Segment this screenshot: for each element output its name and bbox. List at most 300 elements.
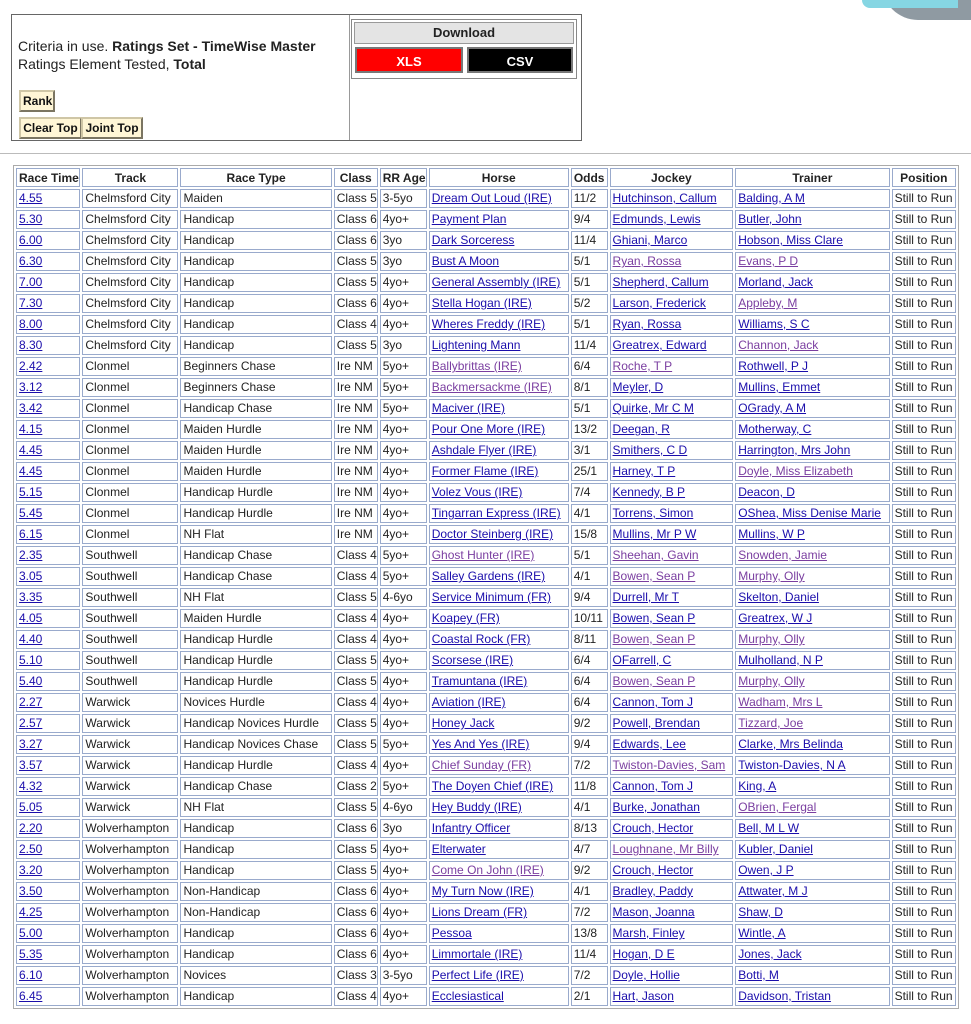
cell-horse[interactable] — [429, 651, 569, 670]
trainer-link[interactable]: Davidson, Tristan — [738, 989, 831, 1003]
cell-race-time[interactable] — [16, 861, 80, 880]
cell-trainer[interactable] — [735, 798, 889, 817]
trainer-link[interactable]: OGrady, A M — [738, 401, 807, 415]
cell-horse[interactable] — [429, 714, 569, 733]
cell-race-time[interactable] — [16, 231, 80, 250]
race-time-link[interactable]: 3.35 — [19, 590, 43, 604]
cell-race-time[interactable] — [16, 357, 80, 376]
cell-horse[interactable] — [429, 609, 569, 628]
cell-horse[interactable] — [429, 483, 569, 502]
cell-horse[interactable] — [429, 924, 569, 943]
jockey-link[interactable]: Durrell, Mr T — [612, 590, 679, 604]
cell-race-time[interactable] — [16, 735, 80, 754]
horse-link[interactable]: Backmersackme (IRE) — [431, 380, 552, 394]
cell-jockey[interactable] — [610, 336, 734, 355]
cell-horse[interactable] — [429, 357, 569, 376]
cell-race-time[interactable] — [16, 756, 80, 775]
jockey-link[interactable]: Smithers, C D — [612, 443, 688, 457]
cell-trainer[interactable] — [735, 651, 889, 670]
horse-link[interactable]: Honey Jack — [431, 716, 495, 730]
jockey-link[interactable]: Bradley, Paddy — [612, 884, 694, 898]
horse-link[interactable]: Payment Plan — [431, 212, 507, 226]
race-time-link[interactable]: 3.27 — [19, 737, 43, 751]
cell-horse[interactable] — [429, 735, 569, 754]
cell-race-time[interactable] — [16, 945, 80, 964]
jockey-link[interactable]: Meyler, D — [612, 380, 664, 394]
cell-trainer[interactable] — [735, 462, 889, 481]
race-time-link[interactable]: 4.45 — [19, 464, 43, 478]
horse-link[interactable]: Stella Hogan (IRE) — [431, 296, 532, 310]
cell-trainer[interactable] — [735, 756, 889, 775]
cell-jockey[interactable] — [610, 924, 734, 943]
race-time-link[interactable]: 4.25 — [19, 905, 43, 919]
horse-link[interactable]: Service Minimum (FR) — [431, 590, 552, 604]
trainer-link[interactable]: Motherway, C — [738, 422, 812, 436]
horse-link[interactable]: Infantry Officer — [431, 821, 511, 835]
cell-trainer[interactable] — [735, 987, 889, 1006]
jockey-link[interactable]: Doyle, Hollie — [612, 968, 680, 982]
cell-jockey[interactable] — [610, 966, 734, 985]
cell-horse[interactable] — [429, 840, 569, 859]
cell-horse[interactable] — [429, 399, 569, 418]
cell-horse[interactable] — [429, 441, 569, 460]
cell-trainer[interactable] — [735, 231, 889, 250]
cell-race-time[interactable] — [16, 252, 80, 271]
cell-trainer[interactable] — [735, 273, 889, 292]
trainer-link[interactable]: Doyle, Miss Elizabeth — [738, 464, 853, 478]
cell-trainer[interactable] — [735, 588, 889, 607]
jockey-link[interactable]: Kennedy, B P — [612, 485, 686, 499]
cell-jockey[interactable] — [610, 630, 734, 649]
cell-jockey[interactable] — [610, 546, 734, 565]
cell-trainer[interactable] — [735, 441, 889, 460]
jockey-link[interactable]: Deegan, R — [612, 422, 670, 436]
jockey-link[interactable]: Sheehan, Gavin — [612, 548, 699, 562]
cell-horse[interactable] — [429, 210, 569, 229]
cell-trainer[interactable] — [735, 525, 889, 544]
trainer-link[interactable]: King, A — [738, 779, 777, 793]
horse-link[interactable]: Tramuntana (IRE) — [431, 674, 528, 688]
cell-trainer[interactable] — [735, 609, 889, 628]
horse-link[interactable]: Elterwater — [431, 842, 486, 856]
jockey-link[interactable]: Hogan, D E — [612, 947, 675, 961]
jockey-link[interactable]: Mullins, Mr P W — [612, 527, 697, 541]
cell-horse[interactable] — [429, 336, 569, 355]
cell-jockey[interactable] — [610, 756, 734, 775]
race-time-link[interactable]: 5.35 — [19, 947, 43, 961]
cell-jockey[interactable] — [610, 483, 734, 502]
race-time-link[interactable]: 6.10 — [19, 968, 43, 982]
cell-race-time[interactable] — [16, 273, 80, 292]
cell-trainer[interactable] — [735, 924, 889, 943]
horse-link[interactable]: Lightening Mann — [431, 338, 521, 352]
trainer-link[interactable]: Attwater, M J — [738, 884, 808, 898]
cell-jockey[interactable] — [610, 399, 734, 418]
cell-trainer[interactable] — [735, 819, 889, 838]
cell-horse[interactable] — [429, 189, 569, 208]
horse-link[interactable]: Pessoa — [431, 926, 472, 940]
cell-trainer[interactable] — [735, 189, 889, 208]
cell-trainer[interactable] — [735, 630, 889, 649]
jockey-link[interactable]: Ryan, Rossa — [612, 254, 682, 268]
trainer-link[interactable]: Murphy, Olly — [738, 569, 805, 583]
trainer-link[interactable]: Butler, John — [738, 212, 802, 226]
cell-jockey[interactable] — [610, 735, 734, 754]
race-time-link[interactable]: 3.57 — [19, 758, 43, 772]
cell-horse[interactable] — [429, 231, 569, 250]
race-time-link[interactable]: 3.20 — [19, 863, 43, 877]
race-time-link[interactable]: 5.15 — [19, 485, 43, 499]
cell-jockey[interactable] — [610, 945, 734, 964]
cell-jockey[interactable] — [610, 504, 734, 523]
cell-trainer[interactable] — [735, 840, 889, 859]
jockey-link[interactable]: Twiston-Davies, Sam — [612, 758, 726, 772]
jockey-link[interactable]: Crouch, Hector — [612, 821, 694, 835]
xls-download-button[interactable]: XLS — [355, 47, 463, 73]
race-time-link[interactable]: 3.05 — [19, 569, 43, 583]
cell-horse[interactable] — [429, 945, 569, 964]
cell-trainer[interactable] — [735, 966, 889, 985]
cell-race-time[interactable] — [16, 987, 80, 1006]
cell-jockey[interactable] — [610, 252, 734, 271]
cell-jockey[interactable] — [610, 903, 734, 922]
cell-jockey[interactable] — [610, 693, 734, 712]
cell-horse[interactable] — [429, 546, 569, 565]
race-time-link[interactable]: 2.20 — [19, 821, 43, 835]
cell-trainer[interactable] — [735, 777, 889, 796]
cell-horse[interactable] — [429, 903, 569, 922]
trainer-link[interactable]: Kubler, Daniel — [738, 842, 813, 856]
cell-trainer[interactable] — [735, 714, 889, 733]
cell-trainer[interactable] — [735, 903, 889, 922]
horse-link[interactable]: Wheres Freddy (IRE) — [431, 317, 546, 331]
cell-race-time[interactable] — [16, 966, 80, 985]
cell-horse[interactable] — [429, 378, 569, 397]
race-time-link[interactable]: 6.00 — [19, 233, 43, 247]
trainer-link[interactable]: Balding, A M — [738, 191, 805, 205]
cell-horse[interactable] — [429, 777, 569, 796]
horse-link[interactable]: Ghost Hunter (IRE) — [431, 548, 535, 562]
trainer-link[interactable]: Bell, M L W — [738, 821, 800, 835]
cell-race-time[interactable] — [16, 504, 80, 523]
cell-jockey[interactable] — [610, 294, 734, 313]
trainer-link[interactable]: Clarke, Mrs Belinda — [738, 737, 843, 751]
trainer-link[interactable]: Channon, Jack — [738, 338, 819, 352]
trainer-link[interactable]: Murphy, Olly — [738, 632, 805, 646]
cell-race-time[interactable] — [16, 336, 80, 355]
cell-trainer[interactable] — [735, 399, 889, 418]
jockey-link[interactable]: OFarrell, C — [612, 653, 672, 667]
rank-button[interactable]: Rank — [19, 90, 55, 112]
race-time-link[interactable]: 4.40 — [19, 632, 43, 646]
cell-race-time[interactable] — [16, 546, 80, 565]
cell-jockey[interactable] — [610, 231, 734, 250]
cell-trainer[interactable] — [735, 861, 889, 880]
cell-race-time[interactable] — [16, 651, 80, 670]
trainer-link[interactable]: Tizzard, Joe — [738, 716, 804, 730]
jockey-link[interactable]: Ghiani, Marco — [612, 233, 688, 247]
trainer-link[interactable]: Mulholland, N P — [738, 653, 823, 667]
race-time-link[interactable]: 4.55 — [19, 191, 43, 205]
race-time-link[interactable]: 2.57 — [19, 716, 43, 730]
cell-race-time[interactable] — [16, 210, 80, 229]
cell-jockey[interactable] — [610, 567, 734, 586]
trainer-link[interactable]: Snowden, Jamie — [738, 548, 827, 562]
cell-race-time[interactable] — [16, 483, 80, 502]
jockey-link[interactable]: Cannon, Tom J — [612, 779, 694, 793]
jockey-link[interactable]: Crouch, Hector — [612, 863, 694, 877]
race-time-link[interactable]: 4.32 — [19, 779, 43, 793]
cell-race-time[interactable] — [16, 588, 80, 607]
jockey-link[interactable]: Loughnane, Mr Billy — [612, 842, 719, 856]
cell-jockey[interactable] — [610, 210, 734, 229]
jockey-link[interactable]: Burke, Jonathan — [612, 800, 700, 814]
cell-horse[interactable] — [429, 420, 569, 439]
cell-jockey[interactable] — [610, 714, 734, 733]
cell-race-time[interactable] — [16, 294, 80, 313]
race-time-link[interactable]: 8.30 — [19, 338, 43, 352]
cell-jockey[interactable] — [610, 357, 734, 376]
trainer-link[interactable]: Williams, S C — [738, 317, 810, 331]
trainer-link[interactable]: Appleby, M — [738, 296, 798, 310]
horse-link[interactable]: Limmortale (IRE) — [431, 947, 523, 961]
horse-link[interactable]: Come On John (IRE) — [431, 863, 544, 877]
cell-trainer[interactable] — [735, 336, 889, 355]
cell-race-time[interactable] — [16, 609, 80, 628]
cell-trainer[interactable] — [735, 252, 889, 271]
jockey-link[interactable]: Bowen, Sean P — [612, 569, 696, 583]
cell-horse[interactable] — [429, 504, 569, 523]
cell-race-time[interactable] — [16, 567, 80, 586]
cell-jockey[interactable] — [610, 882, 734, 901]
cell-horse[interactable] — [429, 630, 569, 649]
csv-download-button[interactable]: CSV — [467, 47, 573, 73]
cell-horse[interactable] — [429, 798, 569, 817]
trainer-link[interactable]: Evans, P D — [738, 254, 799, 268]
horse-link[interactable]: Salley Gardens (IRE) — [431, 569, 546, 583]
horse-link[interactable]: Dream Out Loud (IRE) — [431, 191, 552, 205]
jockey-link[interactable]: Edwards, Lee — [612, 737, 686, 751]
horse-link[interactable]: Maciver (IRE) — [431, 401, 506, 415]
cell-jockey[interactable] — [610, 819, 734, 838]
race-time-link[interactable]: 3.12 — [19, 380, 43, 394]
cell-race-time[interactable] — [16, 315, 80, 334]
cell-jockey[interactable] — [610, 189, 734, 208]
cell-trainer[interactable] — [735, 210, 889, 229]
horse-link[interactable]: Doctor Steinberg (IRE) — [431, 527, 554, 541]
cell-jockey[interactable] — [610, 525, 734, 544]
cell-jockey[interactable] — [610, 273, 734, 292]
cell-race-time[interactable] — [16, 777, 80, 796]
trainer-link[interactable]: Rothwell, P J — [738, 359, 809, 373]
race-time-link[interactable]: 5.30 — [19, 212, 43, 226]
cell-trainer[interactable] — [735, 315, 889, 334]
horse-link[interactable]: Volez Vous (IRE) — [431, 485, 523, 499]
cell-horse[interactable] — [429, 819, 569, 838]
jockey-link[interactable]: Hart, Jason — [612, 989, 674, 1003]
cell-jockey[interactable] — [610, 840, 734, 859]
cell-jockey[interactable] — [610, 987, 734, 1006]
cell-race-time[interactable] — [16, 462, 80, 481]
trainer-link[interactable]: Wadham, Mrs L — [738, 695, 823, 709]
cell-race-time[interactable] — [16, 714, 80, 733]
trainer-link[interactable]: Botti, M — [738, 968, 779, 982]
cell-trainer[interactable] — [735, 483, 889, 502]
race-time-link[interactable]: 2.35 — [19, 548, 43, 562]
horse-link[interactable]: Pour One More (IRE) — [431, 422, 546, 436]
cell-jockey[interactable] — [610, 609, 734, 628]
cell-race-time[interactable] — [16, 693, 80, 712]
jockey-link[interactable]: Edmunds, Lewis — [612, 212, 701, 226]
race-time-link[interactable]: 4.05 — [19, 611, 43, 625]
jockey-link[interactable]: Bowen, Sean P — [612, 632, 696, 646]
race-time-link[interactable]: 7.30 — [19, 296, 43, 310]
race-time-link[interactable]: 4.15 — [19, 422, 43, 436]
cell-trainer[interactable] — [735, 378, 889, 397]
horse-link[interactable]: Ecclesiastical — [431, 989, 504, 1003]
trainer-link[interactable]: Twiston-Davies, N A — [738, 758, 846, 772]
horse-link[interactable]: Chief Sunday (FR) — [431, 758, 532, 772]
trainer-link[interactable]: Mullins, W P — [738, 527, 805, 541]
horse-link[interactable]: Coastal Rock (FR) — [431, 632, 531, 646]
horse-link[interactable]: Former Flame (IRE) — [431, 464, 539, 478]
cell-race-time[interactable] — [16, 840, 80, 859]
cell-trainer[interactable] — [735, 420, 889, 439]
cell-race-time[interactable] — [16, 924, 80, 943]
horse-link[interactable]: Dark Sorceress — [431, 233, 515, 247]
cell-trainer[interactable] — [735, 567, 889, 586]
trainer-link[interactable]: OBrien, Fergal — [738, 800, 817, 814]
cell-trainer[interactable] — [735, 735, 889, 754]
jockey-link[interactable]: Greatrex, Edward — [612, 338, 707, 352]
cell-horse[interactable] — [429, 252, 569, 271]
cell-jockey[interactable] — [610, 798, 734, 817]
cell-horse[interactable] — [429, 315, 569, 334]
cell-trainer[interactable] — [735, 945, 889, 964]
cell-jockey[interactable] — [610, 315, 734, 334]
cell-race-time[interactable] — [16, 189, 80, 208]
race-time-link[interactable]: 2.42 — [19, 359, 43, 373]
jockey-link[interactable]: Ryan, Rossa — [612, 317, 682, 331]
jockey-link[interactable]: Bowen, Sean P — [612, 611, 696, 625]
cell-race-time[interactable] — [16, 441, 80, 460]
cell-race-time[interactable] — [16, 378, 80, 397]
horse-link[interactable]: General Assembly (IRE) — [431, 275, 561, 289]
cell-jockey[interactable] — [610, 672, 734, 691]
race-time-link[interactable]: 3.50 — [19, 884, 43, 898]
trainer-link[interactable]: Wintle, A — [738, 926, 786, 940]
trainer-link[interactable]: Hobson, Miss Clare — [738, 233, 843, 247]
horse-link[interactable]: Bust A Moon — [431, 254, 500, 268]
horse-link[interactable]: Aviation (IRE) — [431, 695, 506, 709]
race-time-link[interactable]: 3.42 — [19, 401, 43, 415]
joint-top-button[interactable]: Joint Top — [81, 117, 143, 139]
cell-race-time[interactable] — [16, 882, 80, 901]
jockey-link[interactable]: Powell, Brendan — [612, 716, 700, 730]
cell-race-time[interactable] — [16, 798, 80, 817]
cell-trainer[interactable] — [735, 357, 889, 376]
cell-horse[interactable] — [429, 861, 569, 880]
jockey-link[interactable]: Torrens, Simon — [612, 506, 694, 520]
cell-horse[interactable] — [429, 987, 569, 1006]
trainer-link[interactable]: Greatrex, W J — [738, 611, 813, 625]
cell-horse[interactable] — [429, 525, 569, 544]
race-time-link[interactable]: 6.30 — [19, 254, 43, 268]
cell-jockey[interactable] — [610, 441, 734, 460]
trainer-link[interactable]: Murphy, Olly — [738, 674, 805, 688]
cell-horse[interactable] — [429, 462, 569, 481]
clear-top-button[interactable]: Clear Top — [19, 117, 82, 139]
race-time-link[interactable]: 2.27 — [19, 695, 43, 709]
cell-jockey[interactable] — [610, 420, 734, 439]
cell-horse[interactable] — [429, 273, 569, 292]
trainer-link[interactable]: Mullins, Emmet — [738, 380, 821, 394]
race-time-link[interactable]: 5.40 — [19, 674, 43, 688]
trainer-link[interactable]: Jones, Jack — [738, 947, 802, 961]
jockey-link[interactable]: Mason, Joanna — [612, 905, 695, 919]
race-time-link[interactable]: 5.00 — [19, 926, 43, 940]
race-time-link[interactable]: 5.45 — [19, 506, 43, 520]
trainer-link[interactable]: Deacon, D — [738, 485, 795, 499]
cell-horse[interactable] — [429, 567, 569, 586]
jockey-link[interactable]: Quirke, Mr C M — [612, 401, 694, 415]
cell-jockey[interactable] — [610, 588, 734, 607]
horse-link[interactable]: Tingarran Express (IRE) — [431, 506, 561, 520]
cell-race-time[interactable] — [16, 672, 80, 691]
race-time-link[interactable]: 6.15 — [19, 527, 43, 541]
cell-race-time[interactable] — [16, 630, 80, 649]
cell-jockey[interactable] — [610, 651, 734, 670]
cell-trainer[interactable] — [735, 546, 889, 565]
jockey-link[interactable]: Roche, T P — [612, 359, 673, 373]
horse-link[interactable]: Ashdale Flyer (IRE) — [431, 443, 537, 457]
cell-race-time[interactable] — [16, 903, 80, 922]
trainer-link[interactable]: Skelton, Daniel — [738, 590, 819, 604]
cell-horse[interactable] — [429, 756, 569, 775]
race-time-link[interactable]: 4.45 — [19, 443, 43, 457]
trainer-link[interactable]: Morland, Jack — [738, 275, 813, 289]
jockey-link[interactable]: Bowen, Sean P — [612, 674, 696, 688]
cell-horse[interactable] — [429, 966, 569, 985]
cell-jockey[interactable] — [610, 861, 734, 880]
horse-link[interactable]: The Doyen Chief (IRE) — [431, 779, 554, 793]
race-time-link[interactable]: 5.05 — [19, 800, 43, 814]
cell-horse[interactable] — [429, 588, 569, 607]
cell-jockey[interactable] — [610, 462, 734, 481]
jockey-link[interactable]: Shepherd, Callum — [612, 275, 709, 289]
trainer-link[interactable]: Owen, J P — [738, 863, 794, 877]
jockey-link[interactable]: Marsh, Finley — [612, 926, 685, 940]
cell-race-time[interactable] — [16, 399, 80, 418]
horse-link[interactable]: My Turn Now (IRE) — [431, 884, 534, 898]
cell-jockey[interactable] — [610, 777, 734, 796]
cell-horse[interactable] — [429, 882, 569, 901]
jockey-link[interactable]: Harney, T P — [612, 464, 676, 478]
race-time-link[interactable]: 8.00 — [19, 317, 43, 331]
trainer-link[interactable]: Harrington, Mrs John — [738, 443, 851, 457]
race-time-link[interactable]: 6.45 — [19, 989, 43, 1003]
cell-jockey[interactable] — [610, 378, 734, 397]
horse-link[interactable]: Ballybrittas (IRE) — [431, 359, 522, 373]
race-time-link[interactable]: 5.10 — [19, 653, 43, 667]
trainer-link[interactable]: Shaw, D — [738, 905, 783, 919]
jockey-link[interactable]: Hutchinson, Callum — [612, 191, 717, 205]
race-time-link[interactable]: 2.50 — [19, 842, 43, 856]
cell-trainer[interactable] — [735, 294, 889, 313]
cell-horse[interactable] — [429, 672, 569, 691]
horse-link[interactable]: Perfect Life (IRE) — [431, 968, 524, 982]
cell-race-time[interactable] — [16, 420, 80, 439]
